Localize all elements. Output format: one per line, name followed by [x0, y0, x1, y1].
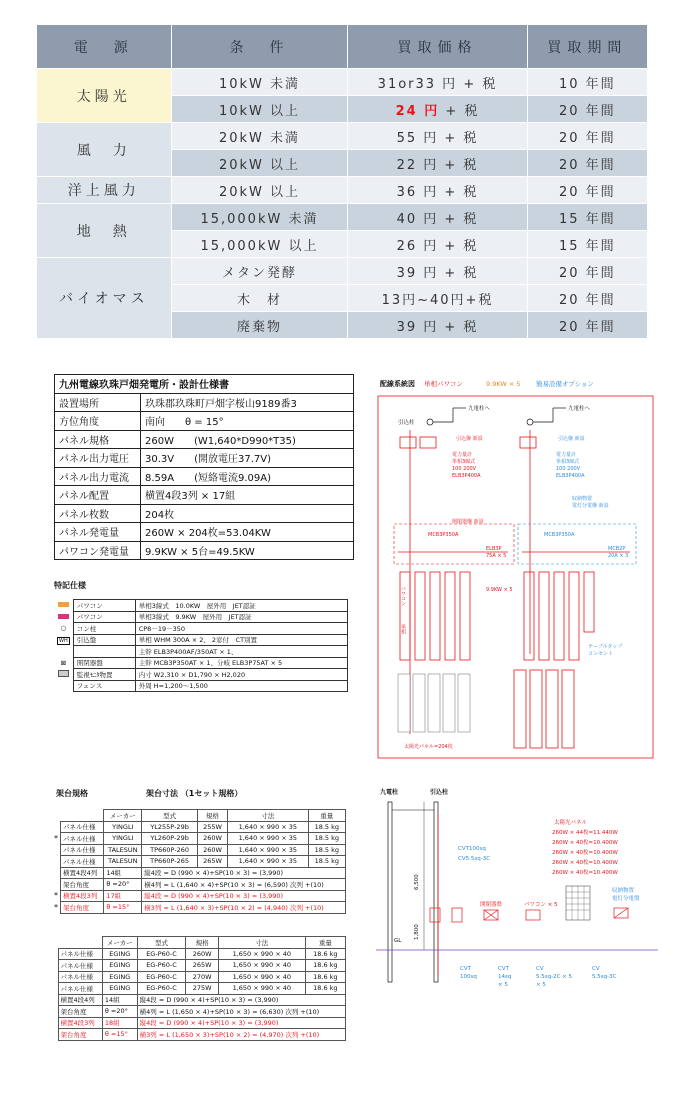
intake-pole-icon: [427, 419, 433, 425]
price-suffix: + 税: [439, 103, 480, 119]
period-cell: 20 年間: [527, 150, 647, 177]
period-cell: 20 年間: [527, 177, 647, 204]
tariff-row: [37, 123, 648, 150]
special-name: 引込盤: [73, 634, 135, 646]
wiring-subtitle-blue: 簡易設備オプション: [536, 380, 594, 388]
mount-cell: パネル仕様: [61, 833, 104, 845]
tariff-row: [37, 177, 648, 204]
header-condition: 条 件: [171, 25, 348, 69]
meter-box: [452, 908, 462, 922]
panels-row: 260W × 40枚=10.400W: [552, 850, 618, 856]
intake-label: 引込柱: [430, 789, 449, 796]
pcs-group-lower: [514, 670, 574, 748]
price-cell: 55 円 + 税: [348, 123, 527, 150]
period-cell: 20 年間: [527, 123, 647, 150]
spec-row: [55, 393, 354, 412]
spec-key: パネル枚数: [55, 504, 141, 523]
pcs-count-label: 9.9KW × 5: [486, 587, 513, 593]
condition-cell: 10kW 未満: [171, 69, 348, 96]
elb-label: ELB3P: [486, 546, 502, 552]
elevation-diagram: [372, 780, 662, 1010]
mount-cell: 1,640 × 990 × 35: [228, 821, 308, 833]
pcs-unit: [415, 572, 425, 660]
gray-swatch-icon: [54, 669, 73, 681]
meter-note: 電力量計: [452, 452, 473, 458]
mount-row: パネル仕様 EGING EG-P60-C 260W 1,650 × 990 × 40 18.6 kg: [52, 948, 346, 960]
mount-title: 架台規格: [56, 789, 88, 798]
mount-subtitle: 架台寸法 （1セット規格）: [146, 789, 243, 798]
cable-label: 5.5sq-3C: [592, 974, 617, 980]
spec-key: 設置場所: [55, 393, 141, 412]
price-cell: 36 円 + 税: [348, 177, 527, 204]
period-cell: 20 年間: [527, 258, 647, 285]
special-row: [54, 646, 348, 658]
source-biomass: バイオマス: [37, 258, 172, 339]
price-cell: 39 円 + 税: [348, 312, 527, 339]
mount-cell: 18.5 kg: [308, 833, 345, 845]
intake-board-label: 引込盤 新設: [456, 436, 483, 442]
tariff-row: [37, 69, 648, 96]
condition-cell: 15,000kW 以上: [171, 231, 348, 258]
mount-header: 規格: [197, 810, 227, 822]
condition-cell: メタン発酵: [171, 258, 348, 285]
mount-header: 型式: [142, 810, 198, 822]
price-highlight: 24 円: [395, 103, 440, 119]
condition-cell: 木 材: [171, 285, 348, 312]
pcs-unit: [460, 572, 470, 660]
ground-level-label: GL: [394, 938, 402, 944]
source-offshore-wind: 洋上風力: [37, 177, 172, 204]
special-row: [54, 680, 348, 692]
pcs-unit: [584, 572, 594, 632]
pcs-unit: [569, 572, 579, 660]
pole-label: 九電柱: [380, 789, 399, 796]
mount-cell: YL255P-29b: [142, 821, 198, 833]
period-cell: 20 年間: [527, 96, 647, 123]
mcb2-label: 20A × 3: [608, 553, 629, 559]
mount-cell: パネル仕様: [61, 856, 104, 868]
special-desc: 単相 WHM 300A × 2、 2窓付 CT別置: [135, 634, 347, 646]
special-name: コン柱: [73, 623, 135, 635]
spec-row: [55, 430, 354, 449]
special-row: [54, 600, 348, 612]
intake-pole-icon: [527, 419, 533, 425]
wiring-subtitle-red: 単相パワコン: [424, 380, 463, 388]
spec-value: 204枚: [141, 504, 354, 523]
mount-extra-row: 架台角度 θ =20° 横4列 = L (1,640 × 4)+SP(10 × 3) = (6,590) 次列 +(10): [52, 879, 346, 891]
height-label: 6,500: [414, 874, 420, 890]
mcb-label: MCB3P350A: [428, 532, 459, 538]
mount-row: パネル仕様 EGING EG-P60-C 265W 1,650 × 990 × 40 18.6 kg: [52, 960, 346, 972]
mount-extra-row: 架台角度 θ =20° 横4列 = L (1,650 × 4)+SP(10 × 3) = (6,630) 次列 +(10): [52, 1006, 346, 1018]
special-desc: 主幹 MCB3P350AT × 1、分岐 ELB3P75AT × 5: [135, 657, 347, 669]
mount-cell: 18.5 kg: [308, 844, 345, 856]
spec-row: [55, 467, 354, 486]
mount-row: パネル仕様 EGING EG-P60-C 275W 1,650 × 990 × 40 18.6 kg: [52, 983, 346, 995]
panels-row: 260W × 40枚=10.400W: [552, 870, 618, 876]
design-spec-table: [54, 374, 354, 560]
spec-key: パネル出力電圧: [55, 449, 141, 468]
pcs-elev-label: パワコン × 5: [524, 902, 558, 908]
special-row: [54, 669, 348, 681]
cvt-label: CVT100sq: [458, 846, 486, 852]
tariff-row: [37, 204, 648, 231]
cable-label: × 5: [536, 982, 546, 988]
cable-label: 100sq: [460, 974, 477, 980]
period-cell: 20 年間: [527, 285, 647, 312]
mount-cell: 18.5 kg: [308, 821, 345, 833]
switchboard-icon: ⊠: [60, 658, 67, 667]
spec-row: [55, 504, 354, 523]
price-cell: 22 円 + 税: [348, 150, 527, 177]
spec-title: 九州電線玖珠戸畑発電所・設計仕様書: [55, 375, 354, 394]
price-cell: 31or33 円 + 税: [348, 69, 527, 96]
price-cell: 26 円 + 税: [348, 231, 527, 258]
mount-header: [61, 810, 104, 822]
special-row: [54, 611, 348, 623]
spec-value: 9.9KW × 5台=49.5KW: [141, 541, 354, 560]
special-desc: 単相3線式 10.0KW 屋外用 JET認証: [135, 600, 347, 612]
intake-board-label-right: 引込盤 新設: [558, 436, 585, 442]
mount-extra-row: * 架台角度 θ =15° 横3列 = L (1,640 × 3)+SP(10 × 2) = (4,940) 次列 +(10): [52, 902, 346, 914]
switch-label: 開閉器盤: [480, 902, 503, 908]
spec-row: [55, 412, 354, 431]
mcb-label-right: MCB3P350A: [544, 532, 575, 538]
header-price: 買取価格: [348, 25, 527, 69]
mount-cell: TP660P-265: [142, 856, 198, 868]
pcs-label: パワコン: [400, 586, 406, 606]
watt-meter-icon: [400, 437, 416, 448]
pcs-unit: [430, 572, 440, 660]
mount-header-row: [52, 937, 346, 949]
special-name: [73, 646, 135, 658]
special-name: パワコン: [73, 611, 135, 623]
cable-label: CV: [536, 966, 544, 972]
header-period: 買取期間: [527, 25, 647, 69]
mount-cell: YINGLI: [104, 821, 142, 833]
store-label: 収納物置: [612, 888, 635, 894]
mount-table-2: [52, 936, 346, 1041]
mount-cell: YINGLI: [104, 833, 142, 845]
panels-label: 太陽光パネル=204枚: [404, 744, 453, 750]
cv-label: CV5.5sq-3C: [458, 856, 491, 862]
pcs-unit: [524, 572, 534, 660]
special-desc: 主幹 ELB3P400AF/350AT × 1、: [135, 646, 347, 658]
meter-note: ELB3P400A: [556, 473, 585, 479]
wiring-diagram: [368, 374, 660, 762]
period-cell: 15 年間: [527, 231, 647, 258]
mount-cell: 255W: [197, 821, 227, 833]
monitor-store-label: 電灯分電盤 新設: [572, 503, 609, 509]
condition-cell: 15,000kW 未満: [171, 204, 348, 231]
elb-label: 75A × 5: [486, 553, 507, 559]
pink-swatch-icon: [54, 611, 73, 623]
mount-cell: TALESUN: [104, 844, 142, 856]
period-cell: 10 年間: [527, 69, 647, 96]
special-desc: CP8－19－350: [135, 623, 347, 635]
cable-label: 14sq: [498, 974, 512, 980]
store-label: 電灯分電盤: [612, 896, 640, 902]
mount-cell: TP660P-260: [142, 844, 198, 856]
feed-in-tariff-table: [36, 24, 648, 339]
watt-meter-icon: [420, 437, 436, 448]
pcs-unit: [554, 572, 564, 660]
panels-row: 260W × 40枚=10.400W: [552, 860, 618, 866]
special-name: 監視ﾓﾆﾀ物置: [73, 669, 135, 681]
spec-value: 260W (W1,640*D990*T35): [141, 430, 354, 449]
mount-row: [52, 856, 346, 868]
spec-key: パネル出力電流: [55, 467, 141, 486]
spec-value: 8.59A (短絡電流9.09A): [141, 467, 354, 486]
meter-note: 単相3線式: [452, 459, 476, 465]
special-spec-title: 特記仕様: [54, 581, 86, 590]
spec-row: [55, 541, 354, 560]
mount-header: [58, 937, 102, 949]
to-pole-label-left: 九電柱へ: [468, 406, 491, 412]
special-desc: 内寸 W2,310 × D1,790 × H2,020: [135, 669, 347, 681]
mount-header: 寸法: [218, 937, 305, 949]
condition-cell: 20kW 以上: [171, 150, 348, 177]
spec-value: 30.3V (開放電圧37.7V): [141, 449, 354, 468]
spec-value: 南向 θ = 15°: [141, 412, 354, 431]
meter-box: [430, 908, 440, 922]
mount-row: * パネル仕様 YINGLI YL260P-29b 260W 1,640 × 990 × 35 18.5 kg: [52, 833, 346, 845]
intake-pole: [434, 802, 438, 982]
source-solar: 太陽光: [37, 69, 172, 123]
special-name: パワコン: [73, 600, 135, 612]
mount-row: パネル仕様 EGING EG-P60-C 270W 1,650 × 990 × 40 18.6 kg: [52, 971, 346, 983]
to-pole-label-right: 九電柱へ: [568, 406, 591, 412]
price-cell: [348, 96, 527, 123]
table-tap-label: テーブルタップ: [588, 644, 623, 650]
cable-label: CV: [592, 966, 600, 972]
utility-pole: [388, 802, 392, 982]
tariff-row: [37, 258, 648, 285]
monitor-store-label: 収納物置: [572, 496, 593, 502]
mount-header: メーカー: [102, 937, 137, 949]
meter-note: ELB3P400A: [452, 473, 481, 479]
mount-cell: TALESUN: [104, 856, 142, 868]
special-desc: 外周 H=1,200～1,500: [135, 680, 347, 692]
condition-cell: 20kW 以上: [171, 177, 348, 204]
period-cell: 15 年間: [527, 204, 647, 231]
mount-cell: YL260P-29b: [142, 833, 198, 845]
pcs-unit: [539, 572, 549, 660]
cable-label: CVT: [498, 966, 509, 972]
spec-value: 玖珠郡玖珠町戸畑字桜山9189番3: [141, 393, 354, 412]
source-geothermal: 地 熱: [37, 204, 172, 258]
height-label: 1,800: [414, 924, 420, 940]
spec-key: 方位角度: [55, 412, 141, 431]
pcs-group-right: [524, 572, 594, 660]
mount-table-1: [52, 809, 346, 914]
watt-meter-icon: [520, 437, 536, 448]
mount-cell: 265W: [197, 856, 227, 868]
spec-row: [55, 486, 354, 505]
special-row: [54, 634, 348, 646]
spec-row: [55, 523, 354, 542]
cable-label: × 5: [498, 982, 508, 988]
mount-header: 規格: [186, 937, 219, 949]
tariff-header-row: [37, 25, 648, 69]
mcb2-label: MCB2P: [608, 546, 626, 552]
meter-note: 100 200V: [452, 466, 477, 472]
condition-cell: 10kW 以上: [171, 96, 348, 123]
pcs-phase: 単相: [400, 624, 406, 634]
panels-title: 太陽光パネル: [554, 820, 588, 826]
cable-label: CVT: [460, 966, 471, 972]
source-wind: 風 力: [37, 123, 172, 177]
special-row: [54, 623, 348, 635]
orange-swatch-icon: [54, 600, 73, 612]
mount-cell: 1,640 × 990 × 35: [228, 856, 308, 868]
table-tap-label: コンセント: [588, 651, 614, 657]
mount-header: 重量: [308, 810, 345, 822]
mount-cell: 260W: [197, 833, 227, 845]
spec-title-row: [55, 375, 354, 394]
pcs-group-left: [400, 572, 470, 660]
period-cell: 20 年間: [527, 312, 647, 339]
condition-cell: 20kW 未満: [171, 123, 348, 150]
solar-panel-array: [398, 674, 470, 732]
special-row: [54, 657, 348, 669]
spec-value: 横置4段3列 × 17組: [141, 486, 354, 505]
spec-key: パネル規格: [55, 430, 141, 449]
spec-key: パワコン発電量: [55, 541, 141, 560]
price-cell: 39 円 + 税: [348, 258, 527, 285]
meter-note: 100 200V: [556, 466, 581, 472]
spec-key: パネル配置: [55, 486, 141, 505]
circle-icon: ○: [60, 624, 67, 633]
special-spec-table: [54, 599, 348, 692]
mount-cell: パネル仕様: [61, 821, 104, 833]
condition-cell: 廃棄物: [171, 312, 348, 339]
header-source: 電 源: [37, 25, 172, 69]
mount-extra-row: 横置4段3列 18組 縦4段 = D (990 × 4)+SP(10 × 3) = (3,990): [52, 1017, 346, 1029]
mount-extra-row: * 横置4段3列 17組 縦4段 = D (990 × 4)+SP(10 × 3) = (3,990): [52, 890, 346, 902]
mount-extra-row: 横置4段4列 14組 縦4段 = D (990 × 4)+SP(10 × 3) = (3,990): [52, 867, 346, 879]
mount-extra-row: 架台角度 θ =15° 横3列 = L (1,650 × 3)+SP(10 × 2) = (4,970) 次列 +(10): [52, 1029, 346, 1041]
mount-header-row: [52, 810, 346, 822]
mount-header: 型式: [137, 937, 186, 949]
watt-hour-meter-icon: WH: [59, 637, 68, 644]
mount-cell: 18.5 kg: [308, 856, 345, 868]
switch-board-label: 開閉器盤 新設: [452, 519, 484, 525]
spec-key: パネル発電量: [55, 523, 141, 542]
mount-cell: 260W: [197, 844, 227, 856]
special-name: 開閉器盤: [73, 657, 135, 669]
pcs-box: [526, 910, 540, 920]
special-name: フェンス: [73, 680, 135, 692]
pcs-unit: [445, 572, 455, 660]
wiring-title: 配線系統図: [380, 380, 415, 388]
price-cell: 13円~40円+税: [348, 285, 527, 312]
mount-cell: パネル仕様: [61, 844, 104, 856]
wiring-subtitle-orange: 9.9KW × 5: [486, 380, 521, 388]
mount-cell: 1,640 × 990 × 35: [228, 844, 308, 856]
mount-row: [52, 844, 346, 856]
meter-note: 電力量計: [556, 452, 577, 458]
mount-extra-row: 横置4段4列 14組 縦4段 = D (990 × 4)+SP(10 × 3) = (3,990): [52, 994, 346, 1006]
meter-note: 単相3線式: [556, 459, 580, 465]
mount-header: 寸法: [228, 810, 308, 822]
intake-pole-label: 引込柱: [398, 420, 415, 426]
mount-row: [52, 821, 346, 833]
panels-row: 260W × 40枚=10.400W: [552, 840, 618, 846]
cable-label: 5.5sq-2C × 5: [536, 974, 573, 980]
special-desc: 単相3線式 9.9KW 屋外用 JET認証: [135, 611, 347, 623]
spec-value: 260W × 204枚=53.04KW: [141, 523, 354, 542]
panels-row: 260W × 44枚=11.440W: [552, 830, 618, 836]
spec-row: [55, 449, 354, 468]
price-cell: 40 円 + 税: [348, 204, 527, 231]
mount-header: 重量: [305, 937, 345, 949]
mount-header: メーカー: [104, 810, 142, 822]
mount-cell: 1,640 × 990 × 35: [228, 833, 308, 845]
